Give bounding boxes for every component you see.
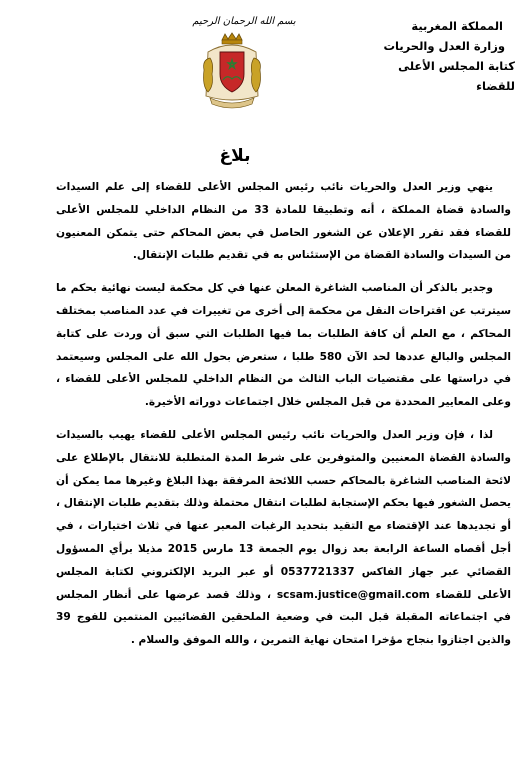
basmala: بسم الله الرحمان الرحيم bbox=[192, 16, 296, 27]
paragraph: وجدير بالذكر أن المناصب الشاغرة المعلن عنها في كل محكمة ليست نهائية بحكم ما سيترتب عن اقتراحات النقل من محكمة إلى أخرى من تغييرات في عدد المناصب بمختلف المحاكم ، مع العلم أن كافة الطلبات بما فيها الطلبات التي سبق أن وردت على كتابة المجلس والبالغ عددها لحد الآن 580 طلبا ، ستعرض بحول الله على المجلس وسيعتمد في دراستها على مقتضيات الباب الثالث من النظام الداخلي للمجلس الأعلى للقضاء ، وعلى المعايير المحددة من قبل المجلس خلال اجتماعات دوراته الأخيرة. bbox=[56, 282, 511, 409]
paragraph: ينهي وزير العدل والحريات نائب رئيس المجلس الأعلى للقضاء إلى علم السيدات والسادة قضاة المملكة ، أنه وتطبيقا للمادة 33 من النظام الداخلي للمجلس الأعلى للقضاء فقد تقرر الإعلان عن الشغور الحاصل في بعض المحاكم حتى يتمكن المعنيون من السيدات والسادة القضاة من الإستئناس به في تقديم طلبات الإنتقال. bbox=[56, 181, 512, 262]
page-title: بلاغ bbox=[219, 146, 251, 166]
council-line: كتابة المجلس الأعلى للقضاء bbox=[398, 59, 515, 94]
paragraph: لذا ، فإن وزير العدل والحريات نائب رئيس المجلس الأعلى للقضاء يهيب بالسيدات والسادة القضاة المعنيين والمتوفرين على شرط المدة المتطلبة للانتقال بالإطلاع على لائحة المناصب الشاغرة بالمحاكم حسب اللائحة المرفقة بهذا البلاغ وغيرها مما يمكن أن يحصل الشغور فيها بحكم الإستجابة لطلبات انتقال محتملة وذلك بتقديم طلبات الإنتقال ، أو تجديدها عند الإقتضاء مع التقيد بتحديد الرغبات المعبر عنها في ثلاث اختيارات ، في أجل أقصاه الساعة الرابعة بعد زوال يوم الجمعة 13 مارس 2015 مذيلا برأي المسؤول القضائي عبر جهاز الفاكس 0537721337 أو عبر البريد الإلكتروني لكتابة المجلس الأعلى للقضاء scsam.justice@gmail.com ، وذلك قصد عرضها على أنظار المجلس في اجتماعاته المقبلة قبل البت في وضعية الملحقين القضائيين المنتمين للفوج 39 والذين اجتازوا بنجاح مؤخرا امتحان نهاية التمرين ، والله الموفق والسلام . bbox=[56, 428, 511, 647]
announcement-body bbox=[56, 176, 511, 652]
ministry-line: وزارة العدل والحريات bbox=[383, 39, 505, 54]
kingdom-line: المملكة المغربية bbox=[411, 19, 503, 33]
ministry-header bbox=[365, 16, 515, 97]
coat-of-arms-icon bbox=[198, 30, 266, 110]
